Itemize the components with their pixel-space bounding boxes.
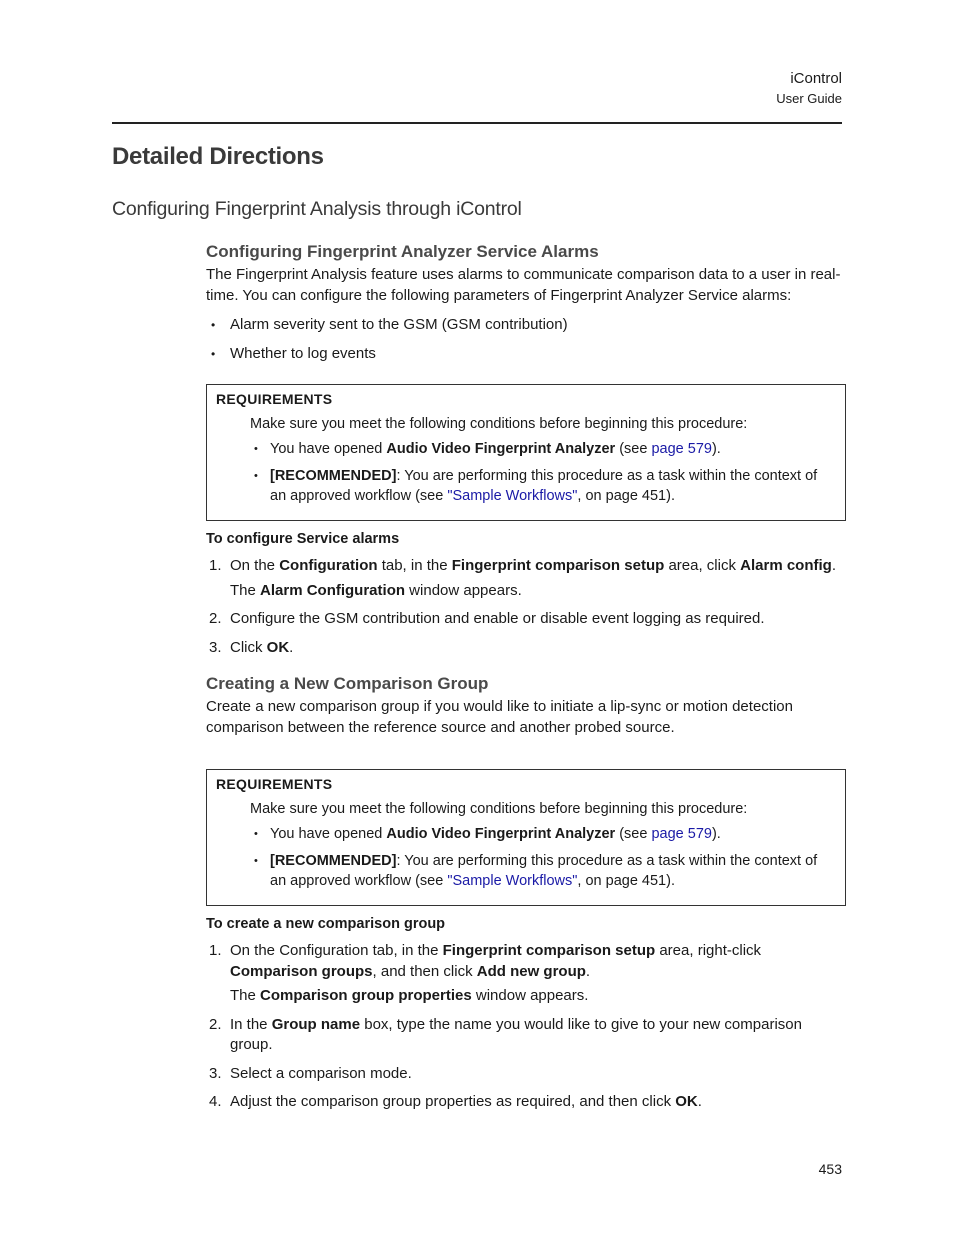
main-content: [206, 240, 846, 1113]
step-item: 3. Click OK.: [209, 638, 294, 656]
step-result: The Comparison group properties window appears.: [230, 987, 589, 1004]
workflow-link[interactable]: "Sample Workflows": [447, 488, 578, 504]
requirements-title: REQUIREMENTS: [216, 776, 333, 792]
list-item: • Alarm severity sent to the GSM (GSM contribution): [206, 315, 846, 336]
step-item: 3. Select a comparison mode.: [209, 1064, 412, 1082]
section-heading: Configuring Fingerprint Analyzer Service Alarms: [206, 242, 599, 261]
procedure-title: To create a new comparison group: [206, 916, 446, 932]
header-doc-title: User Guide: [776, 91, 842, 106]
requirements-title: REQUIREMENTS: [216, 391, 333, 407]
page-link[interactable]: page 579: [651, 441, 712, 457]
page-title: Detailed Directions: [112, 143, 324, 170]
list-item: • You have opened Audio Video Fingerprint Analyzer (see page 579).: [250, 439, 835, 459]
list-item: • Whether to log events: [206, 344, 846, 365]
requirements-box: [206, 384, 846, 521]
list-item: • [RECOMMENDED]: You are performing this procedure as a task within the context of an approved workflow (see "Sample Workflows", on page 451).: [250, 466, 835, 506]
requirements-box: [206, 769, 846, 906]
step-result: The Alarm Configuration window appears.: [230, 581, 522, 599]
requirements-intro: Make sure you meet the following conditions before beginning this procedure:: [250, 416, 748, 432]
page-number: 453: [818, 1161, 842, 1177]
section-intro: The Fingerprint Analysis feature uses alarms to communicate comparison data to a user in real-time. You can configure the following parameters of Fingerprint Analyzer Service alarms:: [206, 266, 841, 304]
step-item: 2. In the Group name box, type the name you would like to give to your new comparison group.: [209, 1015, 802, 1053]
header-product: iControl: [790, 70, 842, 87]
page-link[interactable]: page 579: [651, 826, 712, 842]
bullet-list: [206, 315, 846, 364]
step-item: 1. On the Configuration tab, in the Fingerprint comparison setup area, right-click Comparison groups, and then click Add new group. The Comparison group properties window appears.: [206, 941, 846, 1007]
requirements-list: [250, 439, 835, 506]
step-item: 1. On the Configuration tab, in the Fingerprint comparison setup area, click Alarm config. The Alarm Configuration window appears.: [206, 556, 846, 601]
list-item: • You have opened Audio Video Fingerprint Analyzer (see page 579).: [250, 824, 835, 844]
page-subtitle: Configuring Fingerprint Analysis through iControl: [112, 198, 522, 220]
step-item: 2. Configure the GSM contribution and enable or disable event logging as required.: [209, 610, 765, 627]
step-list: [206, 556, 846, 658]
procedure-title: To configure Service alarms: [206, 531, 400, 547]
step-list: [206, 941, 846, 1113]
workflow-link[interactable]: "Sample Workflows": [447, 873, 578, 889]
section-intro: Create a new comparison group if you would like to initiate a lip-sync or motion detection comparison between the reference source and another probed source.: [206, 698, 793, 736]
list-item: • [RECOMMENDED]: You are performing this procedure as a task within the context of an approved workflow (see "Sample Workflows", on page 451).: [250, 851, 835, 891]
requirements-intro: Make sure you meet the following conditions before beginning this procedure:: [250, 801, 748, 817]
step-item: 4. Adjust the comparison group properties as required, and then click OK.: [209, 1093, 702, 1110]
section-heading: Creating a New Comparison Group: [206, 674, 489, 693]
header-rule: [112, 122, 842, 124]
requirements-list: [250, 824, 835, 891]
